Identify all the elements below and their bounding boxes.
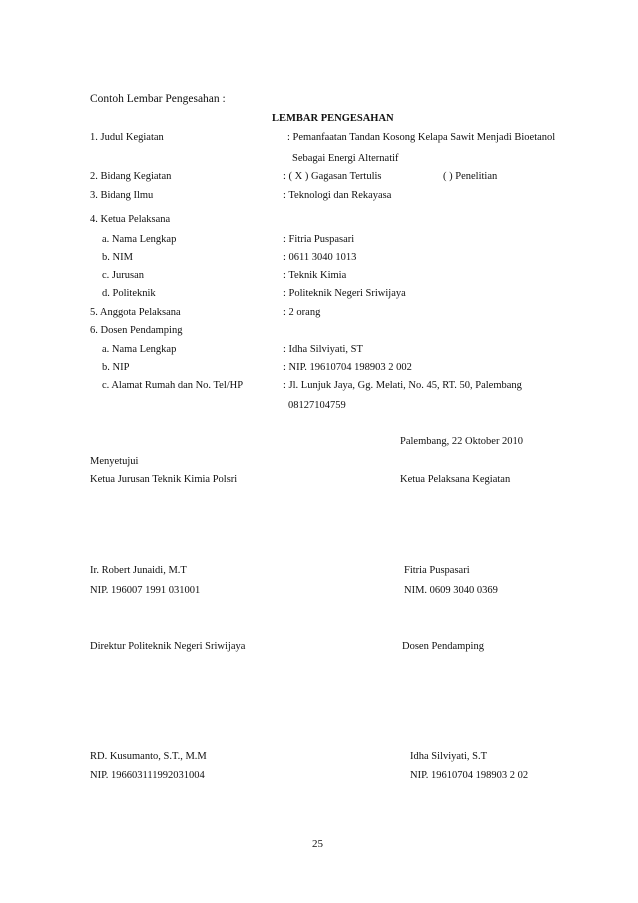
judul-value-line-2: Sebagai Energi Alternatif <box>292 153 399 164</box>
bidang-ilmu-label: 3. Bidang Ilmu <box>90 190 154 201</box>
approver-right-id-1: NIM. 0609 3040 0369 <box>404 585 498 596</box>
approver-right-role-1: Ketua Pelaksana Kegiatan <box>400 474 511 485</box>
approver-left-role-1: Ketua Jurusan Teknik Kimia Polsri <box>90 474 238 485</box>
ketua-nama-label: a. Nama Lengkap <box>102 234 177 245</box>
approver-left-role-2: Direktur Politeknik Negeri Sriwijaya <box>90 641 246 652</box>
ketua-politeknik-value: : Politeknik Negeri Sriwijaya <box>283 288 406 299</box>
page-number: 25 <box>312 838 323 850</box>
anggota-pelaksana-label: 5. Anggota Pelaksana <box>90 307 181 318</box>
approver-left-id-1: NIP. 196007 1991 031001 <box>90 585 201 596</box>
ketua-pelaksana-label: 4. Ketua Pelaksana <box>90 214 171 225</box>
bidang-ilmu-value: : Teknologi dan Rekayasa <box>283 190 392 201</box>
bidang-kegiatan-option-gagasan: : ( X ) Gagasan Tertulis <box>283 171 382 182</box>
approver-right-name-1: Fitria Puspasari <box>404 565 470 576</box>
heading: Contoh Lembar Pengesahan : <box>90 93 226 105</box>
ketua-nama-value: : Fitria Puspasari <box>283 234 355 245</box>
approver-left-id-2: NIP. 196603111992031004 <box>90 770 205 781</box>
ketua-nim-label: b. NIM <box>102 252 133 263</box>
dosen-alamat-value-line-2: 08127104759 <box>288 400 346 411</box>
dosen-alamat-value-line-1: : Jl. Lunjuk Jaya, Gg. Melati, No. 45, RT. 50, Palembang <box>283 380 522 391</box>
page-title: LEMBAR PENGESAHAN <box>272 113 394 124</box>
approver-left-name-1: Ir. Robert Junaidi, M.T <box>90 565 187 576</box>
approver-left-name-2: RD. Kusumanto, S.T., M.M <box>90 751 207 762</box>
place-date: Palembang, 22 Oktober 2010 <box>400 436 524 447</box>
dosen-nama-value: : Idha Silviyati, ST <box>283 344 363 355</box>
dosen-nip-label: b. NIP <box>102 362 130 373</box>
dosen-pendamping-label: 6. Dosen Pendamping <box>90 325 183 336</box>
ketua-nim-value: : 0611 3040 1013 <box>283 252 357 263</box>
ketua-jurusan-value: : Teknik Kimia <box>283 270 347 281</box>
ketua-jurusan-label: c. Jurusan <box>102 270 144 281</box>
approver-right-name-2: Idha Silviyati, S.T <box>410 751 487 762</box>
judul-label: 1. Judul Kegiatan <box>90 132 164 143</box>
approver-right-role-2: Dosen Pendamping <box>402 641 484 652</box>
dosen-alamat-label: c. Alamat Rumah dan No. Tel/HP <box>102 380 244 391</box>
dosen-nama-label: a. Nama Lengkap <box>102 344 177 355</box>
menyetujui-label: Menyetujui <box>90 456 139 467</box>
approver-right-id-2: NIP. 19610704 198903 2 02 <box>410 770 529 781</box>
anggota-pelaksana-value: : 2 orang <box>283 307 321 318</box>
bidang-kegiatan-option-penelitian: ( ) Penelitian <box>443 171 498 182</box>
judul-value-line-1: : Pemanfaatan Tandan Kosong Kelapa Sawit Menjadi Bioetanol <box>287 132 556 143</box>
ketua-politeknik-label: d. Politeknik <box>102 288 156 299</box>
dosen-nip-value: : NIP. 19610704 198903 2 002 <box>283 362 412 373</box>
bidang-kegiatan-label: 2. Bidang Kegiatan <box>90 171 172 182</box>
